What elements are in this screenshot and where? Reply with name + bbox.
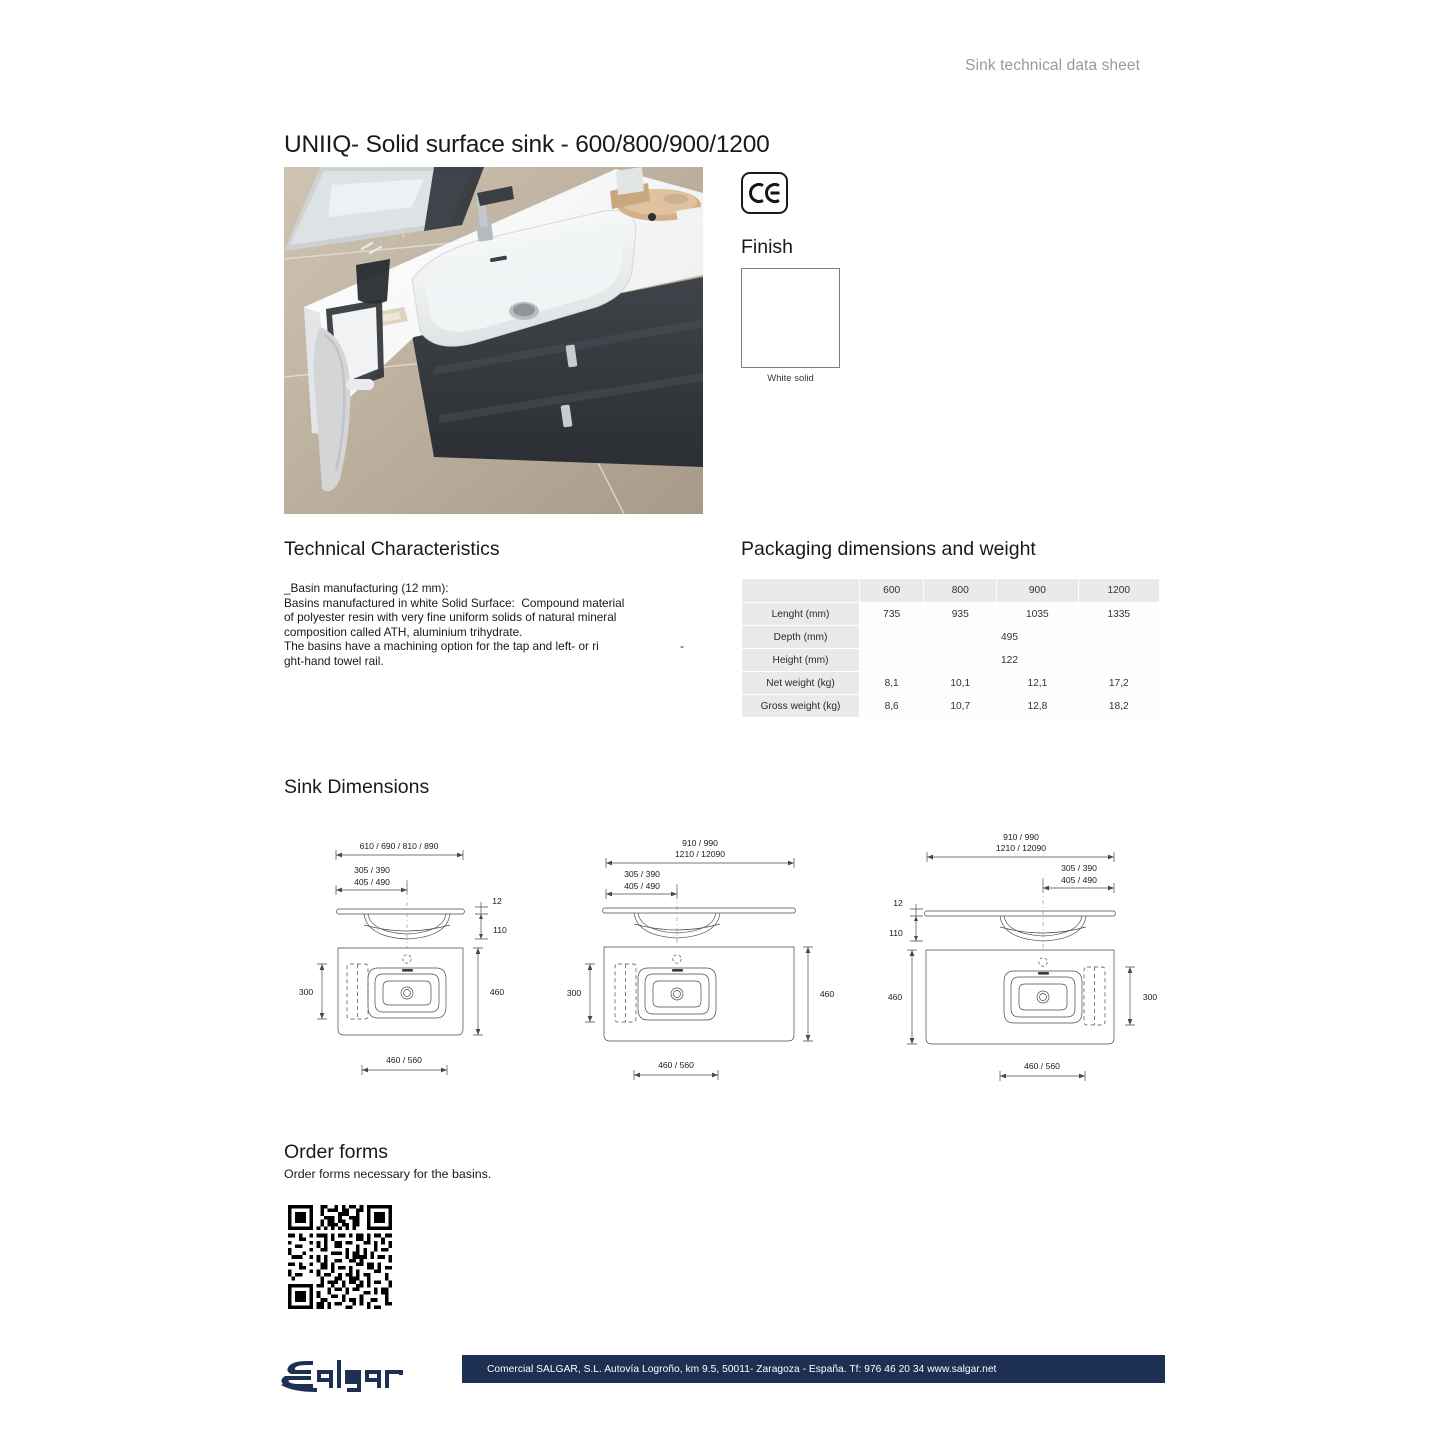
ce-glyph xyxy=(748,182,782,204)
table-row xyxy=(742,649,1159,671)
dim2-inner-a: 305 / 390 xyxy=(624,869,660,879)
dim3-right-height: 300 xyxy=(1142,992,1158,1002)
cell-gross-600: 8,6 xyxy=(860,695,923,717)
table-header-1200: 1200 xyxy=(1079,579,1159,602)
tech-line-5 xyxy=(284,639,684,654)
table-row xyxy=(742,626,1159,648)
order-forms-heading: Order forms xyxy=(284,1141,389,1163)
table-row xyxy=(742,603,1159,625)
cell-lenght-600: 735 xyxy=(860,603,923,625)
cell-net-900: 12,1 xyxy=(997,672,1077,694)
dim3-bottom-width: 460 / 560 xyxy=(1024,1061,1060,1071)
dim3-inner-b: 405 / 490 xyxy=(1061,875,1097,885)
cell-lenght-800: 935 xyxy=(924,603,996,625)
table-header-blank xyxy=(742,579,859,602)
cell-depth-all: 495 xyxy=(860,626,1159,648)
dim2-inner-b: 405 / 490 xyxy=(624,881,660,891)
row-label-height: Height (mm) xyxy=(742,649,859,671)
dim2-bottom-width: 460 / 560 xyxy=(658,1060,694,1070)
dim1-thickness: 12 xyxy=(492,896,502,906)
cell-gross-1200: 18,2 xyxy=(1079,695,1159,717)
dim1-top-width: 610 / 690 / 810 / 890 xyxy=(359,841,439,851)
sink-dimension-diagram-900-1200 xyxy=(566,833,840,1083)
dim3-top-width-1: 910 / 990 xyxy=(1003,832,1039,842)
table-row xyxy=(742,695,1159,717)
sink-dimension-diagram-600-800 xyxy=(292,833,532,1083)
dim3-thickness: 12 xyxy=(893,898,903,908)
cell-net-800: 10,1 xyxy=(924,672,996,694)
packaging-heading: Packaging dimensions and weight xyxy=(741,538,1036,560)
product-photo-illustration xyxy=(284,167,703,514)
cell-gross-800: 10,7 xyxy=(924,695,996,717)
salgar-logo xyxy=(277,1352,410,1392)
dim1-inner-a: 305 / 390 xyxy=(354,865,390,875)
tech-line-2: Basins manufactured in white Solid Surface: Compound material xyxy=(284,595,625,610)
cell-height-all: 122 xyxy=(860,649,1159,671)
table-header-600: 600 xyxy=(860,579,923,602)
table-header-row xyxy=(742,579,1159,602)
dim1-inner-b: 405 / 490 xyxy=(354,877,390,887)
dim2-top-width-2: 1210 / 12090 xyxy=(674,849,726,859)
sink-dimensions-heading: Sink Dimensions xyxy=(284,776,430,798)
row-label-gross-weight: Gross weight (kg) xyxy=(742,695,859,717)
qr-code[interactable] xyxy=(288,1205,392,1309)
dim1-left-height: 300 xyxy=(298,987,314,997)
qr-code-glyph xyxy=(288,1205,392,1309)
page-title: UNIIQ- Solid surface sink - 600/800/900/1200 xyxy=(284,131,770,158)
sink-dimension-diagram-900-1200-mirrored xyxy=(882,826,1168,1084)
technical-characteristics-body xyxy=(284,581,684,669)
cell-net-1200: 17,2 xyxy=(1079,672,1159,694)
row-label-net-weight: Net weight (kg) xyxy=(742,672,859,694)
order-forms-text: Order forms necessary for the basins. xyxy=(284,1167,492,1181)
cell-lenght-1200: 1335 xyxy=(1079,603,1159,625)
ce-mark-icon xyxy=(741,172,788,214)
dim3-left-height: 460 xyxy=(887,992,903,1002)
tech-line-4: composition called ATH, aluminium trihydrate. xyxy=(284,624,523,639)
dim3-top-width-2: 1210 / 12090 xyxy=(995,843,1047,853)
tech-line-6: ght-hand towel rail. xyxy=(284,653,384,668)
technical-characteristics-heading: Technical Characteristics xyxy=(284,538,500,560)
footer-address-text: Comercial SALGAR, S.L. Autovía Logroño, km 9.5, 50011- Zaragoza - España. Tf: 976 46 20 34 www.salgar.net xyxy=(487,1363,997,1375)
cell-lenght-900: 1035 xyxy=(997,603,1077,625)
tech-line-5-text: The basins have a machining option for the tap and left- or ri xyxy=(284,639,599,654)
finish-swatch-caption: White solid xyxy=(767,373,814,384)
table-row xyxy=(742,672,1159,694)
footer-address-bar xyxy=(462,1355,1165,1383)
dim1-bottom-width: 460 / 560 xyxy=(386,1055,422,1065)
dim2-left-height: 300 xyxy=(566,988,582,998)
row-label-depth: Depth (mm) xyxy=(742,626,859,648)
dim2-top-width-1: 910 / 990 xyxy=(682,838,718,848)
dim2-right-height: 460 xyxy=(819,989,835,999)
tech-line-3: of polyester resin with very fine uniform solids of natural mineral xyxy=(284,610,617,625)
dim3-inner-a: 305 / 390 xyxy=(1061,863,1097,873)
document-header-label: Sink technical data sheet xyxy=(965,57,1140,74)
dim1-depth: 110 xyxy=(493,925,507,935)
tech-line-1: _Basin manufacturing (12 mm): xyxy=(284,581,449,595)
finish-heading: Finish xyxy=(741,236,794,258)
dim1-right-height: 460 xyxy=(489,987,505,997)
dim3-depth: 110 xyxy=(889,928,903,938)
salgar-logo-glyph xyxy=(277,1352,410,1392)
cell-net-600: 8,1 xyxy=(860,672,923,694)
tech-line-5-hyphen: - xyxy=(680,639,684,654)
row-label-lenght: Lenght (mm) xyxy=(742,603,859,625)
finish-swatch-white-solid[interactable] xyxy=(741,268,840,368)
table-header-800: 800 xyxy=(924,579,996,602)
packaging-table xyxy=(741,578,1160,718)
table-header-900: 900 xyxy=(997,579,1077,602)
cell-gross-900: 12,8 xyxy=(997,695,1077,717)
product-photo xyxy=(284,167,703,514)
